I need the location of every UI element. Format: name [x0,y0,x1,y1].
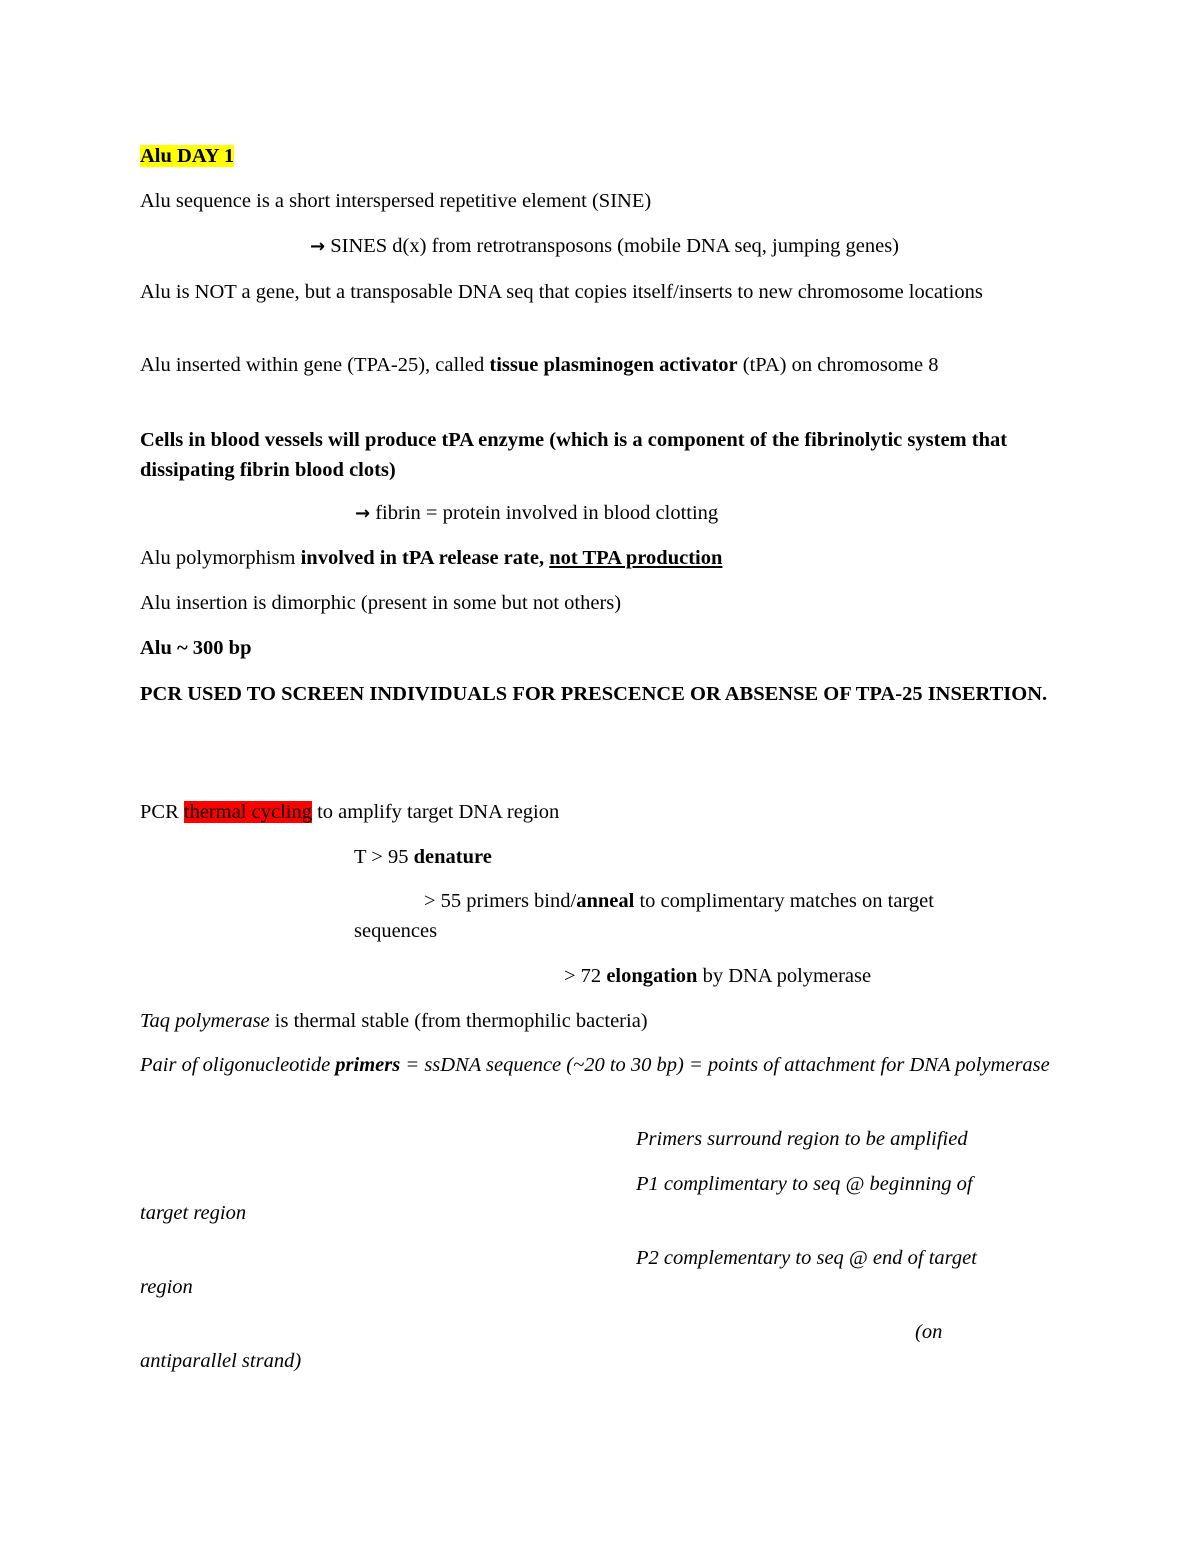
denature-label: denature [413,846,492,868]
line-alu-inserted [140,350,1060,380]
line-cells-blood: Cells in blood vessels will produce tPA enzyme (which is a component of the fibrinolytic system that dissipating fibrin blood clots) [140,429,1008,481]
line-pcr-thermal [140,800,559,824]
anneal-text-a: > 55 primers bind/ [424,890,577,912]
line-primers-pair [140,1050,1060,1080]
poly-text-a: Alu polymorphism [140,547,301,569]
line-p2: P2 complementary to seq @ end of target [636,1247,977,1269]
taq-text: is thermal stable (from thermophilic bacteria) [269,1010,648,1032]
pcr-text-c: to amplify target DNA region [311,801,560,823]
primers-text-c: = ssDNA sequence (~20 to 30 bp) = points of attachment for DNA polymerase [400,1054,1050,1076]
line-anneal [424,889,934,913]
line-anneal-cont: sequences [354,920,438,942]
line-taq [140,1009,648,1033]
anneal-text-c: to complimentary matches on target [634,890,934,912]
poly-text-b: involved in tPA release rate, [300,547,550,569]
primers-text-a: Pair of oligonucleotide [140,1054,336,1076]
elong-label: elongation [606,965,698,987]
tpa-name: tissue plasminogen activator [489,354,738,376]
doc-title [140,144,234,168]
primers-label: primers [335,1054,401,1076]
line-denature [354,845,492,869]
elong-temp: > 72 [564,965,607,987]
line-antiparallel: (on [915,1321,943,1343]
line-primers-surround: Primers surround region to be amplified [636,1128,968,1150]
line-p1: P1 complimentary to seq @ beginning of [636,1173,973,1195]
tpa-text-c: (tPA) on chromosome 8 [737,354,939,376]
line-antiparallel-cont: antiparallel strand) [140,1350,302,1372]
arrow-icon: → [355,503,371,524]
pcr-text-a: PCR [140,801,184,823]
line-p1-cont: target region [140,1202,247,1224]
poly-text-underlined: not TPA production [549,547,723,569]
line-sines-origin [310,234,899,259]
thermal-cycling-highlight: thermal cycling [183,801,312,823]
tpa-text-a: Alu inserted within gene (TPA-25), called [140,354,490,376]
sines-text: SINES d(x) from retrotransposons (mobile DNA seq, jumping genes) [330,235,900,257]
arrow-icon: → [310,236,326,257]
line-pcr-screen: PCR USED TO SCREEN INDIVIDUALS FOR PRESCENCE OR ABSENSE OF TPA-25 INSERTION. [140,683,1048,705]
line-alu-size: Alu ~ 300 bp [140,637,252,659]
line-alu-polymorphism [140,546,722,570]
line-alu-sine: Alu sequence is a short interspersed repetitive element (SINE) [140,190,652,212]
line-alu-dimorphic: Alu insertion is dimorphic (present in some but not others) [140,592,622,614]
line-elongation [564,964,871,988]
title-highlight: Alu DAY 1 [140,145,235,167]
line-p2-cont: region [140,1276,193,1298]
fibrin-text: fibrin = protein involved in blood clotting [375,502,719,524]
anneal-label: anneal [576,890,635,912]
line-alu-not-gene: Alu is NOT a gene, but a transposable DNA seq that copies itself/inserts to new chromosome locations [140,281,983,303]
taq-name: Taq polymerase [140,1010,270,1032]
line-fibrin [355,501,718,526]
denature-temp: T > 95 [354,846,414,868]
elong-text-c: by DNA polymerase [697,965,872,987]
